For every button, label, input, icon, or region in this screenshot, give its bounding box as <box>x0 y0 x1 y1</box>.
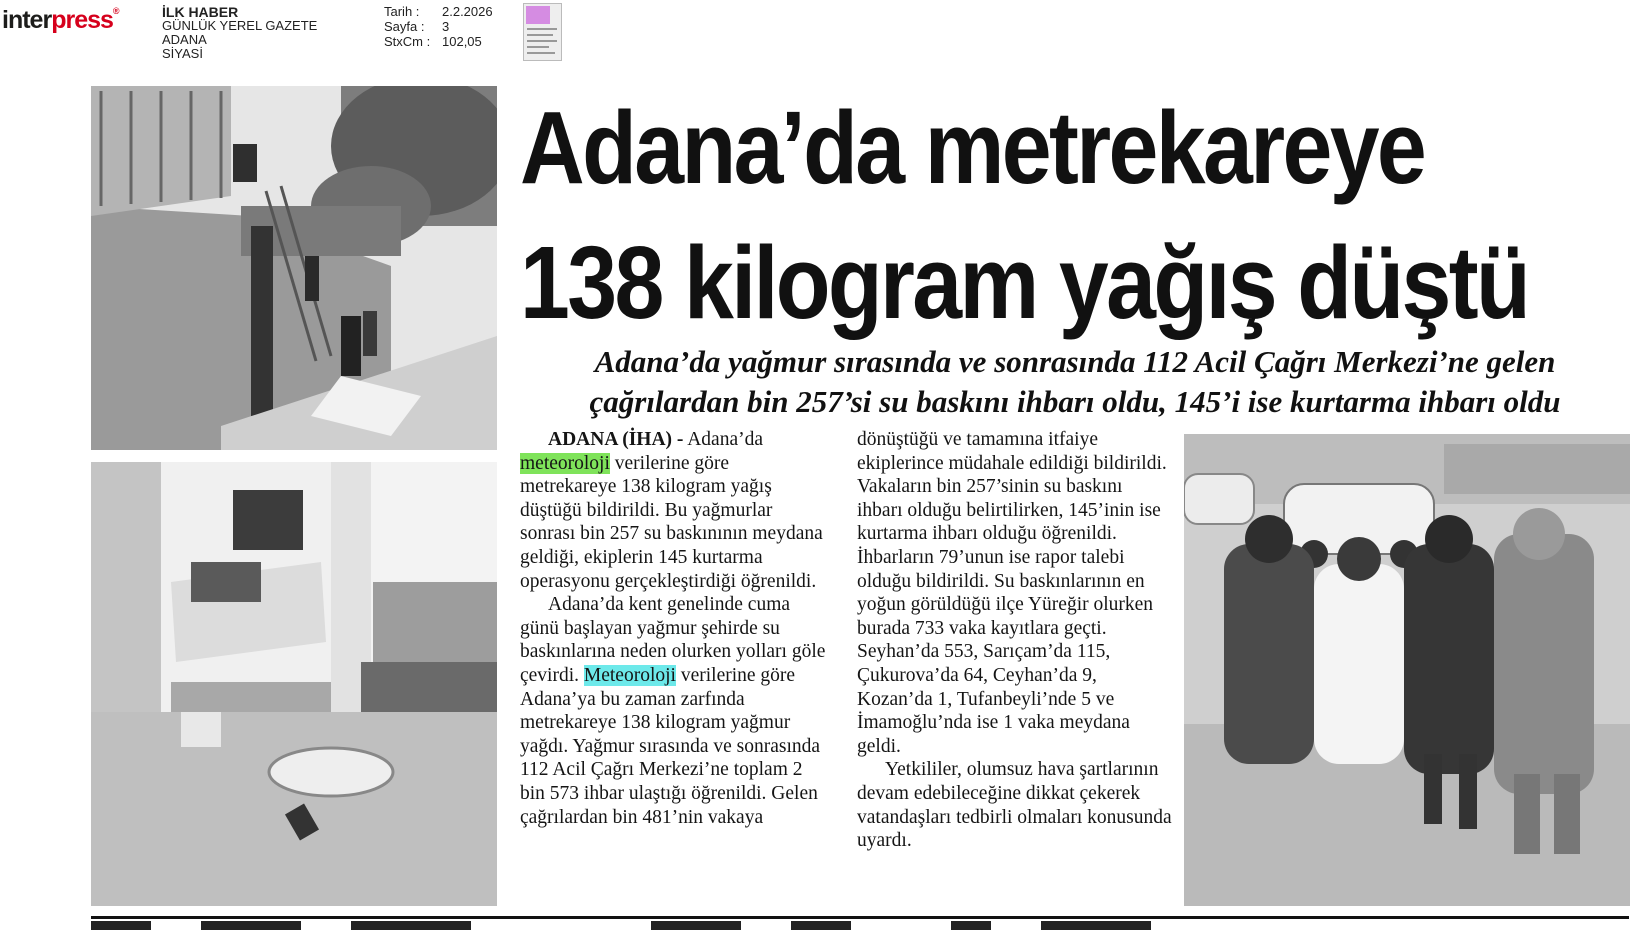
publication-info <box>162 5 317 61</box>
page-thumbnail[interactable] <box>523 3 562 61</box>
interpress-logo: interpress® <box>2 6 119 34</box>
article-paragraph-3: dönüştüğü ve tamamına itfaiye ekiplerince müdahale edildiği bildirildi. Vakaların bin 257’sinin su baskını ihbarı olduğu belirtilirken, 145’inin ise kurtarma ihbarı olduğu öğrenildi. İhbarların 79’unun ise rapor talebi olduğu bildirildi. Su baskınlarının en yoğun görüldüğü ilçe Yüreğir olurken burada 733 vaka kayıtlara geçti. Seyhan’da 553, Sarıçam’da 115, Çukurova’da 64, Ceyhan’da 9, Kozan’da 1, Tufanbeyli’nde 5 ve İmamoğlu’nda ise 1 vaka meydana geldi. <box>857 429 1167 757</box>
subheadline: Adana’da yağmur sırasında ve sonrasında 112 Acil Çağrı Merkezi’ne gelen çağrılardan bin 257’si su baskını ihbarı oldu, 145’i ise kurtarma ihbarı oldu <box>589 344 1561 419</box>
meta-row-date: Tarih : 2.2.2026 <box>384 4 493 19</box>
publication-name: İLK HABER <box>162 4 239 20</box>
dateline: ADANA (İHA) - <box>548 429 684 450</box>
article-paragraph-2: Adana’da kent genelinde cuma günü başlayan yağmur şehirde su baskınlarına neden olurken yolları göle çevirdi. Meteoroloji verilerine göre Adana’ya bu zaman zarfında metrekareye 138 kilogram yağmur yağdı. Yağmur sırasında ve sonrasında 112 Acil Çağrı Merkezi’ne toplam 2 bin 573 ihbar ulaştığı öğrenildi. Gelen çağrılardan bin 481’nin vakaya <box>520 594 826 828</box>
meta-row-page: Sayfa : 3 <box>384 19 450 34</box>
clipping-meta <box>384 4 493 49</box>
publication-category: SİYASİ <box>162 46 203 61</box>
highlight-keyword-2: Meteoroloji <box>583 664 676 686</box>
article-column-1 <box>520 428 830 829</box>
publication-city: ADANA <box>162 32 207 47</box>
next-article-cropped <box>91 921 1629 930</box>
headline-line-2: 138 kilogram yağış düştü <box>520 225 1529 340</box>
article-paragraph-4: Yetkililer, olumsuz hava şartlarının devam edebileceğine dikkat çekerek vatandaşları tedbirli olmaları konusunda uyardı. <box>857 759 1172 852</box>
publication-type: GÜNLÜK YEREL GAZETE <box>162 18 318 33</box>
article-column-2 <box>857 428 1172 853</box>
highlight-keyword-1: meteoroloji <box>520 452 610 474</box>
headline-line-1: Adana’da metrekareye <box>520 90 1425 205</box>
photo-flooded-room <box>91 462 497 906</box>
photo-ladder-rescue <box>91 86 497 450</box>
headline <box>520 80 1529 350</box>
meta-row-stxcm: StxCm : 102,05 <box>384 34 482 49</box>
photo-rescue-in-water <box>1184 434 1630 906</box>
bottom-rule <box>91 916 1629 919</box>
article-paragraph-1: ADANA (İHA) - Adana’da meteoroloji verilerine göre metrekareye 138 kilogram yağış düştüğü bildirildi. Bu yağmurlar sonrası bin 257 su baskınının meydana geldiği, ekiplerin 145 kurtarma operasyonu gerçekleştirdiği öğrenildi. <box>520 429 823 592</box>
